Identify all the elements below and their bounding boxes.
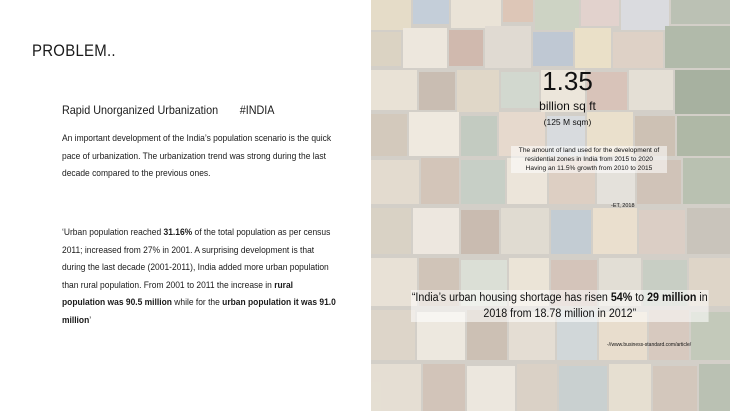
quote-source: -//www.business-standard.com/article/ (607, 342, 692, 348)
photo-overlay (371, 0, 730, 411)
subheading (62, 103, 275, 117)
quote-percent: 54% (610, 292, 633, 304)
stat-unit-metric: (125 M sqm) (543, 117, 592, 127)
stat-number: 1.35 (542, 66, 593, 96)
census-text-1: ‘Urban population reached (62, 227, 164, 237)
census-text-3: while for the (171, 297, 223, 307)
stat-description (511, 146, 667, 173)
subheading-text: Rapid Unorganized Urbanization (62, 103, 219, 117)
quote-text-1: “India’s urban housing shortage has risen (411, 292, 611, 304)
quote-figure: 29 million (647, 292, 697, 304)
stat-description-line-1: The amount of land used for the development of residential zones in India from 2015 to 2020 (518, 147, 660, 163)
slide-title: PROBLEM.. (32, 41, 116, 60)
quote-text-3: in 2018 from 18.78 million in 2012” (483, 292, 708, 320)
stat-unit: billion sq ft (539, 99, 596, 113)
housing-quote (411, 290, 709, 322)
census-text-2: of the total population as per census 2011; increased from 27% in 2001. A surprising development is that during the last decade (2001-2011), India added more urban population than rural population. From 2001 to 2011 the increase in (62, 227, 331, 290)
intro-paragraph: An important development of the India’s population scenario is the quick pace of urbanization. The urbanization trend was strong during the last decade compared to the previous ones. (62, 133, 332, 178)
stat-source: -ET, 2018 (611, 203, 635, 209)
census-text-4: ’ (89, 314, 92, 325)
census-urban-figure: urban population it was 91.0 million (62, 297, 336, 325)
right-photo-panel (371, 0, 730, 411)
hashtag: #INDIA (239, 103, 275, 117)
census-rural-figure: rural population was 90.5 million (62, 279, 294, 307)
stat-description-line-2: Having an 11.5% growth from 2010 to 2015 (525, 165, 653, 172)
quote-text-2: to (632, 292, 648, 304)
census-paragraph (62, 224, 338, 329)
census-urban-percent: 31.16% (163, 227, 193, 237)
